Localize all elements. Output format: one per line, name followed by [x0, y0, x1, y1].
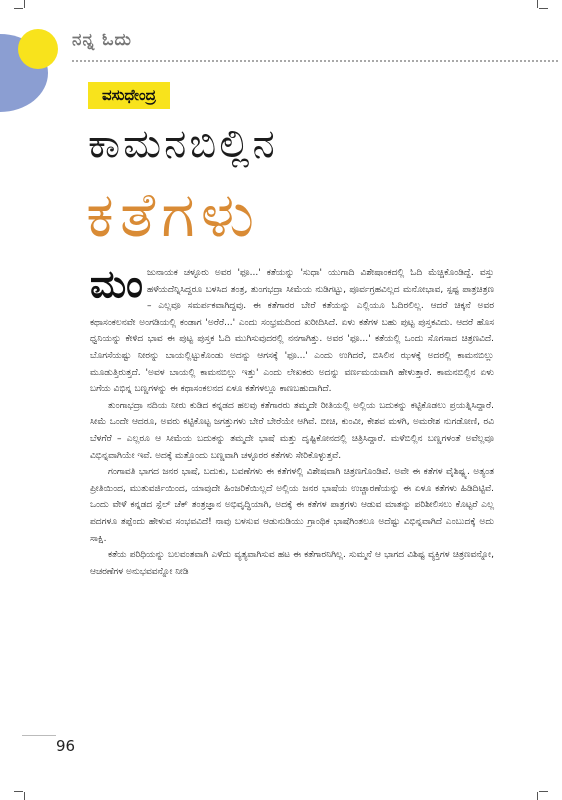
drop-cap: ಮಂ [90, 262, 143, 306]
article-paragraph: ಗಂಗಾವತಿ ಭಾಗದ ಜನರ ಭಾಷೆ, ಬದುಕು, ಬವಣೆಗಳು ಈ ಕತೆಗಳಲ್ಲಿ ವಿಶೇಷವಾಗಿ ಚಿತ್ರಣಗೊಂಡಿವೆ. ಅವೇ ಈ ಕತೆಗಳ ವೈಶಿಷ್ಟ್ಯ. ಅತ್ಯಂತ ಪ್ರೀತಿಯಿಂದ, ಮುತುವರ್ಜಿಯಿಂದ, ಯಾವುದೇ ಹಿಂಜರಿಕೆಯಿಲ್ಲದೆ ಅಲ್ಲಿಯ ಜನರ ಭಾಷೆಯ ಉಚ್ಚಾರಣೆಯನ್ನು ಈ ಏಳೂ ಕತೆಗಳು ಹಿಡಿದಿಟ್ಟಿವೆ. ಒಂದು ವೇಳೆ ಕನ್ನಡದ ಸ್ಪೆಲ್ ಚೆಕ್ ತಂತ್ರಜ್ಞಾನ ಅಭಿವೃದ್ಧಿಯಾಗಿ, ಅದಕ್ಕೆ ಈ ಕತೆಗಳ ಪಾತ್ರಗಳು ಆಡುವ ಮಾತನ್ನು ಪರಿಶೀಲಿಸಲು ಕೊಟ್ಟರೆ ಎಲ್ಲ ಪದಗಳೂ ತಪ್ಪೆಂದು ಹೇಳುವ ಸಂಭವವಿದೆ! ನಾವು ಬಳಸುವ ಆಡುನುಡಿಯು ಗ್ರಾಂಥಿಕ ಭಾಷೆಗಿಂತಲೂ ಅದೆಷ್ಟು ವಿಭಿನ್ನವಾಗಿದೆ ಎಂಬುದಕ್ಕೆ ಅದು ಸಾಕ್ಷಿ. [90, 467, 494, 544]
article-body [90, 262, 494, 580]
title-line-1: ಕಾಮನಬಿಲ್ಲಿನ [88, 121, 278, 167]
article-paragraph: ತುಂಗಾಭದ್ರಾ ನದಿಯ ನೀರು ಕುಡಿದ ಕನ್ನಡದ ಹಲವು ಕತೆಗಾರರು ತಮ್ಮದೇ ರೀತಿಯಲ್ಲಿ ಅಲ್ಲಿಯ ಬದುಕನ್ನು ಕಟ್ಟಿಕೊಡಲು ಪ್ರಯತ್ನಿಸಿದ್ದಾರೆ. ಸೀಮೆ ಒಂದೇ ಆದರೂ, ಅವರು ಕಟ್ಟಿಕೊಟ್ಟ ಜಗತ್ತುಗಳು ಬೇರೆ ಬೇರೆಯೇ ಆಗಿವೆ. ಬೀಚಿ, ಕುಂವೀ, ಕೇಶವ ಮಳಗಿ, ಅಮರೇಶ ನುಗಡೋಣಿ, ರವಿ ಬೆಳಗೆರೆ – ಎಲ್ಲರೂ ಆ ಸೀಮೆಯ ಬದುಕನ್ನು ತಮ್ಮದೇ ಭಾಷೆ ಮತ್ತು ದೃಷ್ಟಿಕೋನದಲ್ಲಿ ಚಿತ್ರಿಸಿದ್ದಾರೆ. ಮಳೆಬಿಲ್ಲಿನ ಬಣ್ಣಗಳಂತೆ ಅವೆಲ್ಲವೂ ವಿಭಿನ್ನವಾಗಿಯೇ ಇವೆ. ಅದಕ್ಕೆ ಮತ್ತೊಂದು ಬಣ್ಣವಾಗಿ ಚಳ್ಳೂರರ ಕತೆಗಳು ಸೇರಿಕೊಳ್ಳುತ್ತವೆ. [90, 400, 494, 461]
crop-mark [24, 0, 25, 8]
crop-mark [539, 8, 548, 9]
title-line-2: ಕತೆಗಳು [86, 178, 261, 251]
crop-mark [14, 791, 23, 792]
section-header: ನನ್ನ ಓದು [72, 30, 132, 50]
author-badge: ವಸುಧೇಂದ್ರ [88, 82, 170, 109]
yellow-circle-decoration [18, 29, 58, 69]
crop-mark [14, 8, 23, 9]
paragraph-text: ಜುನಾಯಕ ಚಳ್ಳೂರು ಅವರ 'ಫೂ...' ಕತೆಯನ್ನು 'ಸುಧಾ' ಯುಗಾದಿ ವಿಶೇಷಾಂಕದಲ್ಲಿ ಓದಿ ಮೆಚ್ಚಿಕೊಂಡಿದ್ದೆ. ವಸ್ತು ಹಳೆಯದೆನ್ನಿಸಿದ್ದರೂ ಬಳಸಿದ ತಂತ್ರ, ತುಂಗಭದ್ರಾ ಸೀಮೆಯ ನುಡಿಗಟ್ಟು, ಪೂರ್ವಗ್ರಹವಿಲ್ಲದ ಮನೋಭಾವ, ಸ್ಪಷ್ಟ ಪಾತ್ರಚಿತ್ರಣ – ಎಲ್ಲವೂ ಸಮರ್ಪಕವಾಗಿದ್ದವು. ಈ ಕತೆಗಾರರ ಬೇರೆ ಕತೆಯನ್ನು ಎಲ್ಲಿಯೂ ಓದಿರಲಿಲ್ಲ. ಆದರೆ ಚಿಕ್ಕನೆ ಅವರ ಕಥಾಸಂಕಲನವೇ ಅಂಗಡಿಯಲ್ಲಿ ಕಂಡಾಗ 'ಅರೆರೆ...' ಎಂದು ಸಂಭ್ರಮದಿಂದ ಖರೀದಿಸಿದೆ. ಏಳು ಕತೆಗಳ ಬಹು ಪುಟ್ಟ ಪುಸ್ತಕವಿದು. ಆದರೆ ಹೊಸ ಧ್ವನಿಯನ್ನು ಕೇಳಿದ ಭಾವ ಈ ಪುಟ್ಟ ಪುಸ್ತಕ ಓದಿ ಮುಗಿಸುವುದರಲ್ಲಿ ನನಗಾಗಿತ್ತು. ಅವರ 'ಫೂ...' ಕತೆಯಲ್ಲಿ ಒಂದು ಸೊಗಸಾದ ಚಿತ್ರಣವಿದೆ. ಬೊಗಸೆಯಷ್ಟು ನೀರನ್ನು ಬಾಯಲ್ಲಿಟ್ಟುಕೊಂಡು ಅದನ್ನು ಆಗಸಕ್ಕೆ 'ಫೂ...' ಎಂದು ಉಗಿದರೆ, ಬಿಸಿಲಿನ ಝಳಕ್ಕೆ ಅದರಲ್ಲಿ ಕಾಮನಬಿಲ್ಲು ಮೂಡುತ್ತಿರುತ್ತದೆ. 'ಅವಳ ಬಾಯಲ್ಲಿ ಕಾಮನಬಿಲ್ಲು ಇತ್ತು' ಎಂದು ಲೇಖಕರು ಅದನ್ನು ವರ್ಣಮಯವಾಗಿ ಹೇಳುತ್ತಾರೆ. ಕಾಮನಬಿಲ್ಲಿನ ಏಳು ಬಗೆಯ ವಿಭಿನ್ನ ಬಣ್ಣಗಳನ್ನು ಈ ಕಥಾಸಂಕಲನದ ಏಳೂ ಕತೆಗಳಲ್ಲೂ ಕಾಣಬಹುದಾಗಿದೆ. [90, 268, 494, 395]
crop-mark [539, 791, 548, 792]
footer-rule [22, 735, 56, 736]
dotted-divider [72, 60, 558, 62]
article-paragraph: ಕತೆಯ ಪರಿಧಿಯನ್ನು ಬಲವಂತವಾಗಿ ಎಳೆದು ವ್ಯತ್ಯವಾಗಿಸುವ ಹಟ ಈ ಕತೆಗಾರನಿಗಿಲ್ಲ. ಸುಮ್ಮನೆ ಆ ಭಾಗದ ವಿಶಿಷ್ಟ ವ್ಯಕ್ತಿಗಳ ಚಿತ್ರಣವನ್ನೋ, ಆಚರಣೆಗಳ ಅನುಭವವನ್ನೋ ನೀಡಿ [90, 550, 494, 577]
crop-mark [537, 792, 538, 800]
crop-mark [24, 792, 25, 800]
page-number: 96 [56, 737, 76, 755]
article-paragraph [90, 262, 494, 398]
crop-mark [537, 0, 538, 8]
